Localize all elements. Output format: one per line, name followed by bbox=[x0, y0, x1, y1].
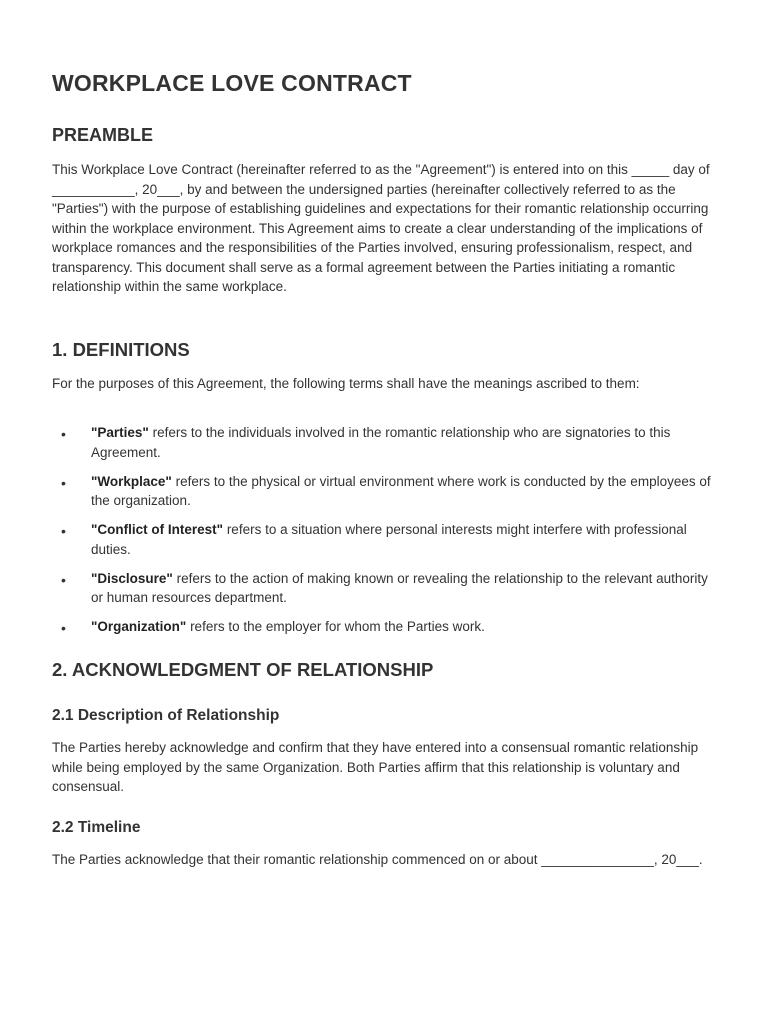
definition-item-parties bbox=[52, 423, 717, 462]
definition-term: "Organization" bbox=[91, 619, 187, 634]
definition-term: "Workplace" bbox=[91, 473, 172, 489]
preamble-heading: PREAMBLE bbox=[52, 125, 154, 145]
timeline-subheading: 2.2 Timeline bbox=[52, 819, 141, 836]
bullet-icon: • bbox=[61, 523, 66, 539]
bullet-icon: • bbox=[61, 571, 66, 588]
definition-item-workplace bbox=[52, 472, 717, 511]
definition-term: "Disclosure" bbox=[91, 570, 173, 586]
definition-text: refers to the individuals involved in the romantic relationship who are signatories to this Agreement. bbox=[91, 425, 671, 460]
definition-item-organization bbox=[52, 617, 717, 637]
definition-text: refers to the employer for whom the Parties work. bbox=[186, 619, 485, 634]
preamble-text: This Workplace Love Contract (hereinafter referred to as the "Agreement") is entered into on this _____ day of ___________, 20___, by and between the undersigned parties (hereinafter collectively referred to as the "Parties") with the purpose of establishing guidelines and expectations for their romantic relationship occurring within the workplace environment. This Agreement aims to create a clear understanding of the implications of workplace romances and the responsibilities of the Parties involved, ensuring professionalism, respect, and transparency. This document shall serve as a formal agreement between the Parties initiating a romantic relationship within the same workplace. bbox=[52, 162, 710, 294]
definition-term: "Parties" bbox=[91, 425, 149, 440]
acknowledgment-heading: 2. ACKNOWLEDGMENT OF RELATIONSHIP bbox=[52, 659, 434, 680]
definition-term: "Conflict of Interest" bbox=[91, 522, 224, 537]
description-subheading: 2.1 Description of Relationship bbox=[52, 707, 280, 724]
definition-item-disclosure bbox=[52, 569, 717, 608]
bullet-icon: • bbox=[61, 474, 66, 491]
definitions-heading: 1. DEFINITIONS bbox=[52, 339, 190, 360]
definition-text: refers to the physical or virtual environment where work is conducted by the employees of the organization. bbox=[91, 473, 711, 508]
bullet-icon: • bbox=[61, 426, 66, 442]
definitions-list bbox=[52, 423, 717, 646]
description-text: The Parties hereby acknowledge and confirm that they have entered into a consensual romantic relationship while being employed by the same Organization. Both Parties affirm that this relationship is voluntary and consensual. bbox=[52, 740, 699, 794]
definition-text: refers to the action of making known or revealing the relationship to the relevant authority or human resources department. bbox=[91, 570, 708, 605]
definitions-intro: For the purposes of this Agreement, the following terms shall have the meanings ascribed to them: bbox=[52, 376, 640, 391]
bullet-icon: • bbox=[61, 620, 66, 636]
timeline-text: The Parties acknowledge that their romantic relationship commenced on or about _______________, 20___. bbox=[52, 852, 703, 867]
definition-text: refers to a situation where personal interests might interfere with professional duties. bbox=[91, 522, 687, 557]
document-title: WORKPLACE LOVE CONTRACT bbox=[52, 70, 412, 96]
definition-item-conflict-of-interest bbox=[52, 520, 717, 559]
